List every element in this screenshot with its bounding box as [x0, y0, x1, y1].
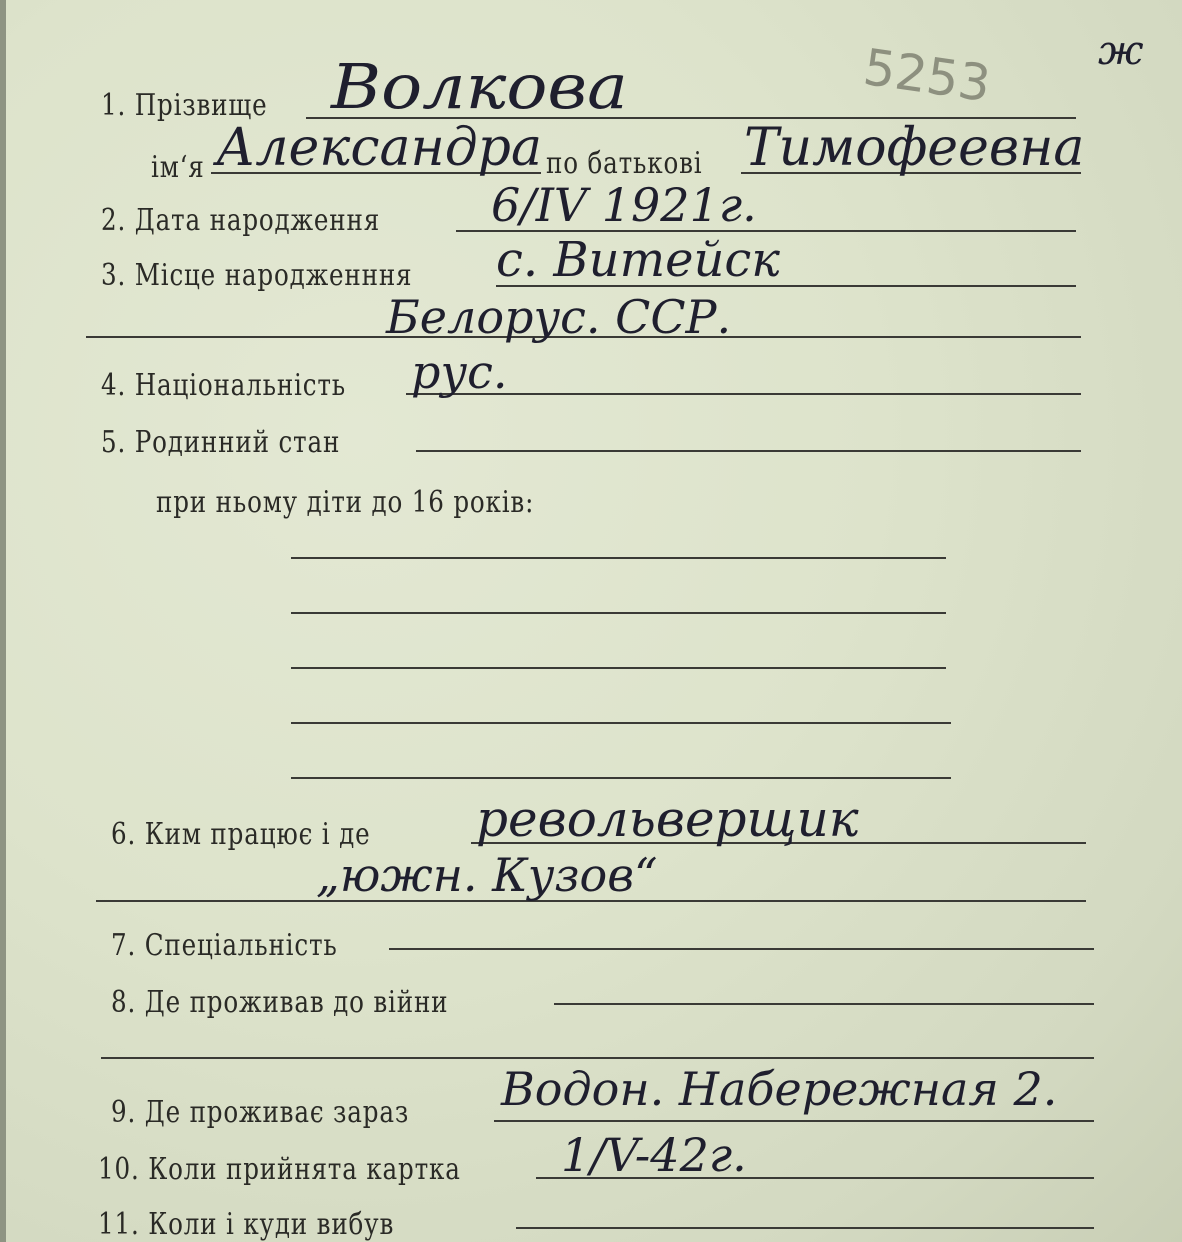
line-family: [416, 450, 1081, 452]
label-accepted: 10. Коли прийнята картка: [98, 1152, 461, 1187]
child-2-line: [291, 612, 946, 614]
label-family: 5. Родинний стан: [101, 425, 341, 460]
line-specialty: [389, 948, 1094, 950]
label-nationality: 4. Національність: [101, 368, 346, 403]
value-birthplace: с. Витейск: [496, 232, 780, 288]
value-work-2: „южн. Кузов“: [316, 848, 658, 902]
label-name: ім‘я: [151, 150, 205, 185]
value-birthplace-2: Белорус. ССР.: [386, 290, 732, 344]
label-children: при ньому діти до 16 років:: [156, 485, 535, 520]
line-prewar: [554, 1003, 1094, 1005]
label-birthdate: 2. Дата народження: [101, 203, 381, 238]
child-5-line: [291, 777, 951, 779]
label-surname: 1. Прізвище: [101, 88, 268, 123]
line-prewar-2: [101, 1057, 1094, 1059]
value-surname: Волкова: [331, 50, 628, 123]
value-birthdate: 6/IV 1921г.: [491, 178, 757, 232]
value-nationality: рус.: [411, 345, 508, 399]
value-now: Водон. Набережная 2.: [501, 1062, 1058, 1116]
label-now: 9. Де проживає зараз: [111, 1095, 410, 1130]
child-3-line: [291, 667, 946, 669]
corner-mark: ж: [1098, 28, 1144, 74]
value-accepted: 1/V-42г.: [561, 1128, 747, 1182]
child-1-line: [291, 557, 946, 559]
label-birthplace: 3. Місце народженння: [101, 258, 413, 293]
child-4-line: [291, 722, 951, 724]
archive-number: 5253: [859, 38, 995, 114]
label-patronymic: по батькові: [546, 146, 703, 181]
line-now: [494, 1120, 1094, 1122]
line-left: [516, 1227, 1094, 1229]
value-work: револьверщик: [476, 790, 859, 848]
value-patronymic: Тимофеевна: [744, 118, 1085, 178]
label-left: 11. Коли і куди вибув: [98, 1207, 395, 1242]
value-name: Александра: [216, 118, 542, 178]
label-prewar: 8. Де проживав до війни: [111, 985, 449, 1020]
label-specialty: 7. Спеціальність: [111, 928, 338, 963]
label-work: 6. Ким працює і де: [111, 817, 371, 852]
